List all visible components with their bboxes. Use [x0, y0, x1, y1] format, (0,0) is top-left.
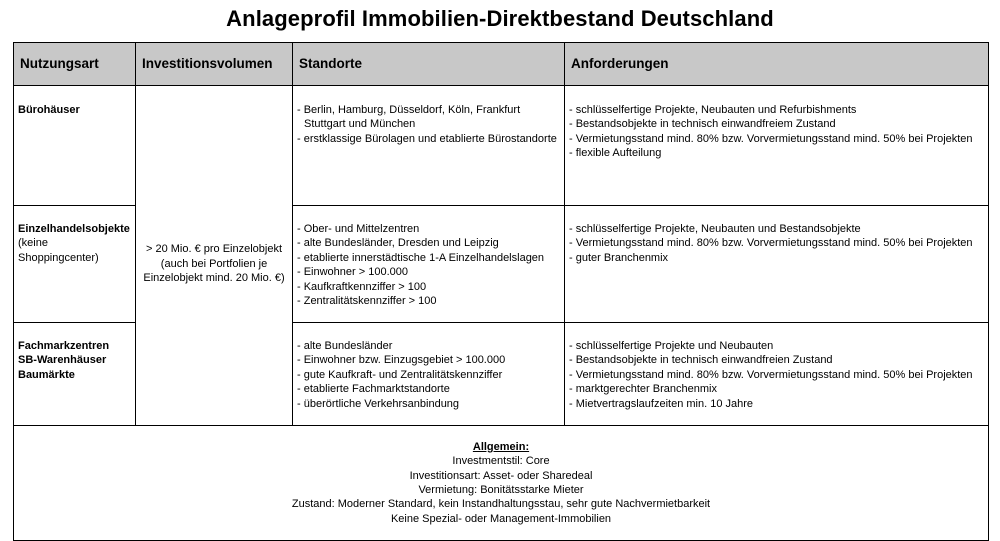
invest-line: Einzelobjekt mind. 20 Mio. €) — [143, 272, 285, 285]
anforderungen-cell — [565, 206, 989, 323]
list-item: - schlüsselfertige Projekte und Neubauten — [569, 340, 774, 352]
header-anforderungen: Anforderungen — [565, 43, 989, 86]
nutzungsart-label: Fachmarkzentren — [18, 340, 110, 352]
header-standorte: Standorte — [293, 43, 565, 86]
list-item: - Einwohner bzw. Einzugsgebiet > 100.000 — [297, 354, 506, 367]
nutzungsart-cell — [14, 86, 136, 206]
investitionsvolumen-cell — [136, 86, 293, 426]
standorte-cell — [293, 86, 565, 206]
list-item: - Ober- und Mittelzentren — [297, 223, 420, 235]
list-item: - Mietvertragslaufzeiten min. 10 Jahre — [569, 397, 754, 410]
list-item: - Bestandsobjekte in technisch einwandfreien Zustand — [569, 354, 833, 367]
list-item: - alte Bundesländer — [297, 340, 393, 352]
allgemein-line: Keine Spezial- oder Management-Immobilien — [390, 512, 612, 525]
table-row-buero — [14, 86, 989, 206]
nutzungsart-note: (keine Shoppingcenter) — [18, 237, 99, 264]
list-item: - Vermietungsstand mind. 80% bzw. Vorvermietungsstand mind. 50% bei Projekten — [569, 237, 973, 250]
invest-line: (auch bei Portfolien je — [160, 257, 268, 270]
header-nutzungsart: Nutzungsart — [14, 43, 136, 86]
allgemein-line: Zustand: Moderner Standard, kein Instandhaltungsstau, sehr gute Nachvermietbarkeit — [291, 498, 711, 511]
allgemein-line: Vermietung: Bonitätsstarke Mieter — [418, 484, 584, 496]
list-item: - schlüsselfertige Projekte, Neubauten und Bestandsobjekte — [569, 223, 861, 235]
standorte-cell — [293, 206, 565, 323]
nutzungsart-label: Baumärkte — [18, 368, 75, 381]
nutzungsart-label: SB-Warenhäuser — [18, 354, 107, 367]
list-item: - flexible Aufteilung — [569, 147, 662, 160]
list-item: - überörtliche Verkehrsanbindung — [297, 397, 460, 410]
nutzungsart-label: Bürohäuser — [18, 104, 80, 116]
list-item: Stuttgart und München — [304, 118, 416, 131]
anforderungen-cell — [565, 323, 989, 426]
header-row — [14, 43, 989, 86]
allgemein-line: Investmentstil: Core — [452, 455, 550, 468]
list-item: - alte Bundesländer, Dresden und Leipzig — [297, 237, 499, 250]
list-item: - Vermietungsstand mind. 80% bzw. Vorvermietungsstand mind. 50% bei Projekten — [569, 368, 973, 381]
list-item: - Berlin, Hamburg, Düsseldorf, Köln, Frankfurt — [297, 104, 521, 116]
list-item: - etablierte Fachmarktstandorte — [297, 383, 450, 396]
table-row-allgemein — [14, 426, 989, 541]
page-title: Anlageprofil Immobilien-Direktbestand Deutschland — [226, 6, 774, 31]
list-item: - Einwohner > 100.000 — [297, 266, 408, 279]
list-item: - guter Branchenmix — [569, 251, 669, 264]
list-item: - marktgerechter Branchenmix — [569, 383, 717, 396]
list-item: - etablierte innerstädtische 1-A Einzelhandelslagen — [297, 251, 545, 264]
list-item: - Vermietungsstand mind. 80% bzw. Vorvermietungsstand mind. 50% bei Projekten — [569, 132, 973, 145]
header-investitionsvolumen: Investitionsvolumen — [136, 43, 293, 86]
investment-profile-table — [13, 42, 989, 541]
standorte-cell — [293, 323, 565, 426]
nutzungsart-cell — [14, 206, 136, 323]
nutzungsart-cell — [14, 323, 136, 426]
list-item: - Kaufkraftkennziffer > 100 — [297, 280, 427, 293]
list-item: - Zentralitätskennziffer > 100 — [297, 295, 437, 308]
allgemein-cell — [14, 426, 989, 541]
allgemein-line: Investitionsart: Asset- oder Sharedeal — [409, 469, 593, 482]
anforderungen-cell — [565, 86, 989, 206]
list-item: - gute Kaufkraft- und Zentralitätskennziffer — [297, 368, 503, 381]
invest-line: > 20 Mio. € pro Einzelobjekt — [145, 243, 283, 256]
list-item: - erstklassige Bürolagen und etablierte Bürostandorte — [297, 132, 557, 145]
list-item: - schlüsselfertige Projekte, Neubauten und Refurbishments — [569, 104, 857, 116]
allgemein-heading: Allgemein: — [472, 440, 530, 453]
nutzungsart-label: Einzelhandelsobjekte — [18, 223, 130, 235]
list-item: - Bestandsobjekte in technisch einwandfreiem Zustand — [569, 118, 836, 131]
